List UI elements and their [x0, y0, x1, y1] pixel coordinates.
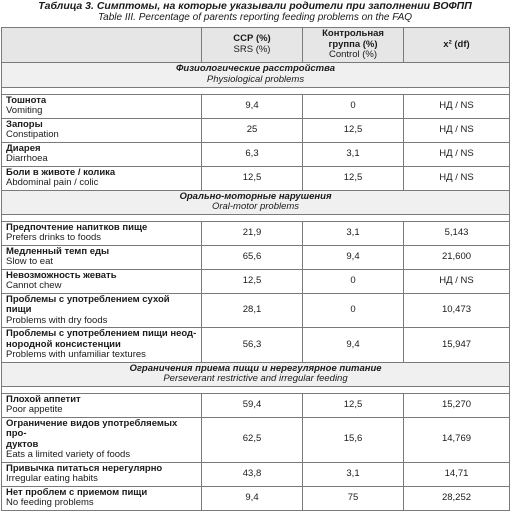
header-control: [303, 28, 404, 63]
chi-value: 15,270: [404, 393, 510, 417]
row-label-ru-line2: дуктов: [6, 438, 39, 450]
row-label-ru: Привычка питаться нерегулярно: [6, 462, 163, 474]
row-label: [2, 94, 202, 118]
section-title-en: Perseverant restrictive and irregular feeding: [163, 373, 348, 384]
row-label-ru: Невозможность жевать: [6, 269, 117, 281]
spacer-row: [2, 87, 510, 94]
control-value: 12,5: [303, 166, 404, 190]
control-value: 75: [303, 486, 404, 510]
row-label-ru-line2: нородной консистенции: [6, 338, 121, 350]
row-label-en: Cannot chew: [6, 280, 62, 291]
row-label-en: Problems with unfamiliar textures: [6, 349, 146, 360]
control-value: 15,6: [303, 417, 404, 462]
section-title-ru: Физиологические расстройства: [175, 63, 336, 74]
table-row: [2, 118, 510, 142]
chi-value: 28,252: [404, 486, 510, 510]
row-label-ru: Медленный темп еды: [6, 245, 110, 257]
chi-value: НД / NS: [404, 118, 510, 142]
row-label-en: Problems with dry foods: [6, 314, 108, 326]
row-label-ru: Запоры: [6, 118, 43, 130]
header-chi-label: x² (df): [443, 38, 470, 50]
table-row: [2, 221, 510, 245]
header-row: [2, 28, 510, 63]
control-value: 3,1: [303, 142, 404, 166]
row-label-en: Constipation: [6, 129, 59, 140]
row-label-en: Vomiting: [6, 105, 43, 116]
row-label: [2, 328, 202, 363]
srs-value: 12,5: [202, 269, 303, 293]
chi-value: 14,71: [404, 462, 510, 486]
table-row: [2, 462, 510, 486]
section-header-restrictive-feeding: [2, 362, 510, 386]
header-control-ru-2: группа (%): [328, 38, 378, 50]
feeding-problems-table: [1, 27, 510, 511]
srs-value: 6,3: [202, 142, 303, 166]
row-label-ru-line1: Ограничение видов употребляемых про-: [6, 417, 178, 439]
control-value: 3,1: [303, 221, 404, 245]
srs-value: 12,5: [202, 166, 303, 190]
row-label-ru: Предпочтение напитков пище: [6, 221, 148, 233]
row-label-ru: Нет проблем с приемом пищи: [6, 486, 148, 498]
table-caption: [0, 0, 510, 23]
srs-value: 62,5: [202, 417, 303, 462]
header-control-ru-1: Контрольная: [322, 28, 384, 39]
control-value: 0: [303, 94, 404, 118]
chi-value: НД / NS: [404, 269, 510, 293]
row-label-ru: Боли в животе / колика: [6, 166, 116, 178]
srs-value: 43,8: [202, 462, 303, 486]
chi-value: 5,143: [404, 221, 510, 245]
control-value: 3,1: [303, 462, 404, 486]
section-title-cell: [2, 190, 510, 214]
srs-value: 28,1: [202, 293, 303, 328]
srs-value: 65,6: [202, 245, 303, 269]
row-label: [2, 221, 202, 245]
chi-value: НД / NS: [404, 166, 510, 190]
section-title-en: Physiological problems: [206, 73, 305, 85]
row-label: [2, 417, 202, 462]
row-label: [2, 118, 202, 142]
caption-en: Table III. Percentage of parents reporting feeding problems on the FAQ: [97, 12, 413, 23]
row-label: [2, 393, 202, 417]
section-title-en: Oral-motor problems: [211, 201, 300, 212]
table-row: [2, 417, 510, 462]
header-srs: [202, 28, 303, 63]
srs-value: 21,9: [202, 221, 303, 245]
srs-value: 9,4: [202, 486, 303, 510]
row-label-ru-line1: Проблемы с употреблением пищи неод-: [6, 328, 197, 339]
row-label-en: Irregular eating habits: [6, 473, 98, 484]
srs-value: 25: [202, 118, 303, 142]
control-value: 0: [303, 293, 404, 328]
table-row: [2, 166, 510, 190]
row-label: [2, 269, 202, 293]
spacer-row: [2, 214, 510, 221]
row-label-en: Slow to eat: [6, 256, 53, 267]
chi-value: НД / NS: [404, 142, 510, 166]
section-title-ru: Орально-моторные нарушения: [179, 190, 332, 202]
section-title-ru: Ограничения приема пищи и нерегулярное питание: [129, 362, 382, 374]
header-srs-en: SRS (%): [233, 43, 271, 55]
control-value: 12,5: [303, 118, 404, 142]
row-label-en: Abdominal pain / colic: [6, 177, 99, 188]
table-row: [2, 393, 510, 417]
srs-value: 56,3: [202, 328, 303, 363]
row-label: [2, 245, 202, 269]
row-label-ru: Плохой аппетит: [6, 393, 81, 405]
control-value: 0: [303, 269, 404, 293]
srs-value: 59,4: [202, 393, 303, 417]
table-row: [2, 293, 510, 328]
row-label-ru: Диарея: [6, 142, 41, 154]
row-label-en: Prefers drinks to foods: [6, 232, 102, 243]
section-header-oral-motor: [2, 190, 510, 214]
spacer-row: [2, 386, 510, 393]
row-label-en: No feeding problems: [6, 497, 94, 508]
section-title-cell: [2, 62, 510, 87]
table-row: [2, 245, 510, 269]
row-label-ru: Проблемы с употреблением сухой пищи: [6, 293, 170, 315]
row-label: [2, 486, 202, 510]
row-label: [2, 462, 202, 486]
control-value: 9,4: [303, 245, 404, 269]
table-row: [2, 142, 510, 166]
table-row: [2, 486, 510, 510]
row-label-ru: Тошнота: [6, 94, 47, 106]
row-label-en: Eats a limited variety of foods: [6, 449, 131, 460]
table-row: [2, 328, 510, 363]
header-chi: [404, 28, 510, 63]
chi-value: 21,600: [404, 245, 510, 269]
spacer-cell: [2, 214, 510, 221]
section-header-physiological: [2, 62, 510, 87]
chi-value: 15,947: [404, 328, 510, 363]
spacer-cell: [2, 87, 510, 94]
row-label: [2, 293, 202, 328]
control-value: 9,4: [303, 328, 404, 363]
row-label: [2, 142, 202, 166]
header-srs-ru: ССР (%): [233, 33, 271, 45]
chi-value: 14,769: [404, 417, 510, 462]
section-title-cell: [2, 362, 510, 386]
row-label: [2, 166, 202, 190]
header-empty: [2, 28, 202, 63]
chi-value: НД / NS: [404, 94, 510, 118]
table-row: [2, 269, 510, 293]
row-label-en: Poor appetite: [6, 404, 63, 415]
spacer-cell: [2, 386, 510, 393]
chi-value: 10,473: [404, 293, 510, 328]
srs-value: 9,4: [202, 94, 303, 118]
caption-ru: Таблица 3. Симптомы, на которые указывали родители при заполнении ВОФПП: [38, 0, 472, 12]
control-value: 12,5: [303, 393, 404, 417]
header-control-en: Control (%): [328, 49, 378, 60]
row-label-en: Diarrhoea: [6, 153, 48, 164]
table-row: [2, 94, 510, 118]
